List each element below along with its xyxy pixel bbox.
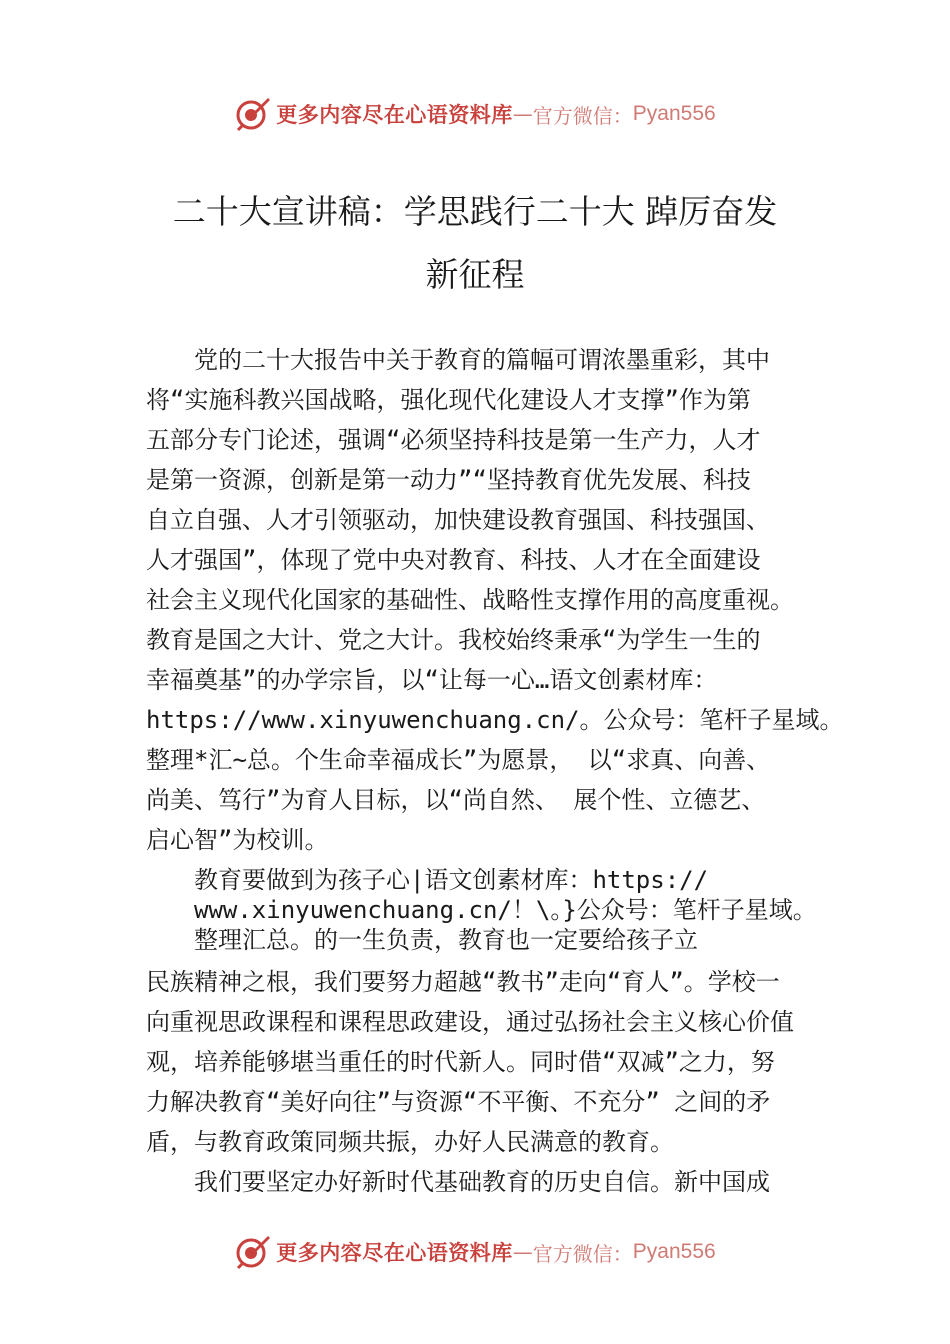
body-line: 观，培养能够堪当重任的时代新人。同时借“双减”之力，努 xyxy=(146,1048,775,1076)
body-line: 盾，与教育政策同频共振，办好人民满意的教育。 xyxy=(146,1128,674,1156)
body-line: 力解决教育“美好向往”与资源“不平衡、不充分” 之间的矛 xyxy=(146,1088,771,1116)
header-banner xyxy=(0,94,950,134)
body-line: 将“实施科教兴国战略，强化现代化建设人才支撑”作为第 xyxy=(146,386,751,414)
banner-text: 更多内容尽在心语资料库 xyxy=(276,1240,513,1265)
pen-logo-icon xyxy=(234,96,272,132)
title-line-2: 新征程 xyxy=(425,255,525,294)
body-line: 党的二十大报告中关于教育的篇幅可谓浓墨重彩，其中 xyxy=(146,346,770,374)
body-line: www.xinyuwenchuang.cn/！\。}公众号：笔杆子星域。 xyxy=(146,896,817,924)
body-line: 向重视思政课程和课程思政建设，通过弘扬社会主义核心价值 xyxy=(146,1008,794,1036)
banner-wechat-id: Pyan556 xyxy=(632,1240,716,1263)
footer-banner xyxy=(0,1232,950,1272)
pen-logo-icon xyxy=(234,1234,272,1270)
body-line: 民族精神之根，我们要努力超越“教书”走向“育人”。学校一 xyxy=(146,968,780,996)
banner-wechat-label: 官方微信： xyxy=(532,103,633,128)
banner-separator: — xyxy=(512,1240,533,1264)
body-line: 整理*汇~总。个生命幸福成长”为愿景， 以“求真、向善、 xyxy=(146,746,771,774)
body-line: 幸福奠基”的办学宗旨，以“让每一心…语文创素材库： xyxy=(146,666,718,694)
body-line: 整理汇总。的一生负责，教育也一定要给孩子立 xyxy=(146,926,698,954)
title-line-1: 二十大宣讲稿：学思践行二十大 踔厉奋发 xyxy=(172,192,778,231)
banner-wechat-label: 官方微信： xyxy=(532,1241,633,1266)
document-title xyxy=(0,180,950,306)
banner-wechat-id: Pyan556 xyxy=(632,102,716,125)
banner-text: 更多内容尽在心语资料库 xyxy=(276,102,513,127)
body-line: 是第一资源，创新是第一动力”“坚持教育优先发展、科技 xyxy=(146,466,751,494)
body-line: 自立自强、人才引领驱动，加快建设教育强国、科技强国、 xyxy=(146,506,770,534)
body-line: 教育是国之大计、党之大计。我校始终秉承“为学生一生的 xyxy=(146,626,761,654)
body-line: 人才强国”，体现了党中央对教育、科技、人才在全面建设 xyxy=(146,546,761,574)
body-line: https://www.xinyuwenchuang.cn/。公众号：笔杆子星域。 xyxy=(146,706,844,734)
body-line: 教育要做到为孩子心|语文创素材库：https:// xyxy=(146,866,709,894)
body-line: 尚美、笃行”为育人目标，以“尚自然、 展个性、立德艺、 xyxy=(146,786,766,814)
body-line: 我们要坚定办好新时代基础教育的历史自信。新中国成 xyxy=(146,1168,770,1196)
body-line: 五部分专门论述，强调“必须坚持科技是第一生产力，人才 xyxy=(146,426,761,454)
body-line: 启心智”为校训。 xyxy=(146,826,329,854)
body-line: 社会主义现代化国家的基础性、战略性支撑作用的高度重视。 xyxy=(146,586,794,614)
banner-separator: — xyxy=(512,102,533,126)
